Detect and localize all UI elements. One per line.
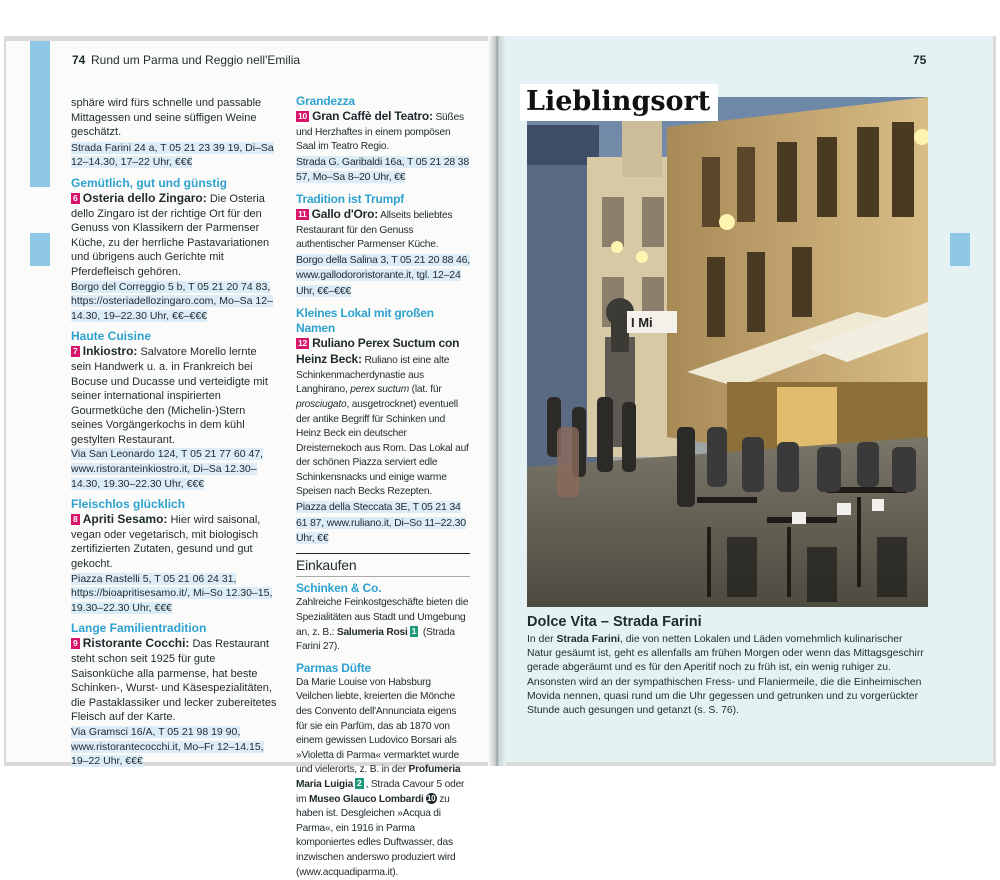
entry-info: Via Gramsci 16/A, T 05 21 98 19 90, www.ristorantecocchi.it, Mo–Fr 12–14.15, 19–22 Uhr, €€€ [71, 725, 264, 768]
museum-marker: 10 [426, 793, 436, 803]
entry-text: Ruliano ist eine alte Schinkenmacherdynastie aus Langhirano, [296, 355, 450, 396]
heading-parmas-duefte: Parmas Düfte [296, 660, 371, 675]
restaurant-name: Inkiostro: [82, 344, 138, 359]
heading-familientradition: Lange Familientradition [71, 621, 207, 636]
heading-fleischlos: Fleischlos glücklich [71, 497, 186, 512]
page-number-right: 75 [913, 53, 927, 67]
entry-text: (lat. für [409, 384, 442, 396]
shop-marker-2: 2 [357, 777, 362, 788]
marker-12: 12 [298, 337, 308, 348]
caption-bold: Strada Farini [556, 634, 620, 645]
entry-info: Piazza della Steccata 3E, T 05 21 34 61 87, www.ruliano.it, Di–So 11–22.30 Uhr, €€ [296, 501, 466, 545]
entry-text-italic: prosciugato [296, 398, 347, 410]
restaurant-name: Gallo d'Oro: [311, 206, 379, 221]
entry-text-italic: perex suctum [350, 384, 409, 396]
restaurant-name: Ruliano Perex Suctum con Heinz Beck: [296, 335, 460, 367]
heading-schinken: Schinken & Co. [296, 581, 382, 596]
intro-info: Strada Farini 24 a, T 05 21 23 39 19, Di–Sa 12–14.30, 17–22 Uhr, €€€ [71, 141, 274, 169]
heading-gemuetlich: Gemütlich, gut und günstig [71, 175, 227, 190]
heading-grandezza: Grandezza [296, 94, 355, 108]
shop-sign: I Mi [631, 315, 653, 330]
caption-text [527, 633, 929, 718]
street-cafe-photo [527, 97, 928, 607]
shop-text: (Strada Farini 27). [296, 626, 455, 653]
page-tab-right [950, 233, 970, 266]
entry-text: , ausgetrocknet) eventuell der antike Begriff für Schinken und Heinz Beck ein deutscher Dreisternekoch aus Rom. Das Lokal auf der schönen Piazza serviert edle Schinkensnacks und einige warme Speisen nach Becks Rezepten. [296, 398, 469, 498]
section-einkaufen: Einkaufen [296, 553, 470, 578]
entry-text: Allseits beliebtes Restaurant für den Genuss authentischer Parmenser Küche. [296, 209, 453, 251]
page-tab-top [30, 41, 50, 187]
entry-info: Strada G. Garibaldi 16a, T 05 21 28 38 57, Mo–Sa 8–20 Uhr, €€ [296, 155, 469, 184]
restaurant-name: Ristorante Cocchi: [82, 636, 190, 651]
marker-9: 9 [73, 638, 78, 649]
photo-illustration [527, 97, 928, 607]
marker-6: 6 [73, 192, 78, 203]
marker-8: 8 [73, 514, 78, 525]
running-title: Rund um Parma und Reggio nell'Emilia [91, 53, 301, 67]
caption-title: Dolce Vita – Strada Farini [527, 614, 702, 630]
shop-text: Da Marie Louise von Habsburg Veilchen liebte, kreierten die Mönche des Convento dell'Annunciata eigens für sie ein Parfüm, das ab 1870 von einem gewissen Ludovico Borsari als »Violetta di Parma« vermarktet wurde und vielerorts, z. B. in der [296, 676, 460, 776]
entry-info: Via San Leonardo 124, T 05 21 77 60 47, www.ristoranteinkiostro.it, Di–Sa 12.30–14.30, 19.30–22.30 Uhr, €€€ [71, 448, 264, 490]
page-tab-marker [30, 233, 50, 266]
entry-info: Piazza Rastelli 5, T 05 21 06 24 31, https://bioapritisesamo.it/, Mi–So 12.30–15, 19.30–22.30 Uhr, €€€ [71, 572, 273, 614]
heading-haute-cuisine: Haute Cuisine [71, 329, 152, 344]
heading-kleines-lokal: Kleines Lokal mit großen Namen [296, 305, 434, 335]
entry-text: Süßes und Herzhaftes in einem pompösen Saal im Teatro Regio. [296, 112, 464, 153]
marker-10: 10 [298, 111, 308, 121]
shop-marker-1: 1 [411, 625, 417, 636]
shop-name: Profumeria Maria Luigia [296, 764, 461, 790]
heading-tradition: Tradition ist Trumpf [296, 191, 405, 206]
shop-name: Salumeria Rosi [336, 626, 408, 638]
entry-text: Das Restaurant steht schon seit 1925 für gute Saisonküche alla parmense, hat beste Schinken-, Wurst- und Käsespezialitäten, die Pastaklassiker und lecker zubereitetes Fleisch auf der Karte. [71, 638, 277, 724]
shop-text: zu haben ist. Desgleichen »Acqua di Parma«, ein 1916 in Parma komponiertes edles Duftwasser, das inzwischen anderswo produziert wird (www.acquadiparma.it). [296, 793, 456, 878]
shop-text: Zahlreiche Feinkostgeschäfte bieten die Spezialitäten aus Stadt und Umgebung an, z. B.: [296, 597, 469, 638]
caption-part: , die von netten Lokalen und Läden vornehmlich kulinarischer Natur gesäumt ist, geht es allenfalls am frühen Morgen oder wenn das Mittagsgeschirr gerade abgeräumt und es für den Aperitif noch zu früh ist, ein wenig ruhiger zu. Ansonsten wird an der sympathischen Fress- und Flaniermeile, die die Einheimischen Movida nennen, quasi rund um die Uhr gegessen und getrunken und zu vorgerückter Stunde auch gesungen und getanzt (s. S. 76). [527, 634, 924, 717]
book-gutter [488, 36, 506, 766]
caption-part: In der [527, 634, 557, 645]
restaurant-name: Osteria dello Zingaro: [82, 190, 207, 205]
shop-text: , Strada Cavour 5 oder im [296, 778, 465, 805]
page-number-left: 74 [72, 53, 86, 67]
entry-text: Die Osteria dello Zingaro ist der richtige Ort für den Genuss von Klassikern der Parmenser Küche, zu der herrliche Pastavariationen und übrigens auch Gerichte mit Pferdefleisch gehören. [71, 192, 270, 278]
entry-text: Hier wird saisonal, vegan oder vegetarisch, mit biologisch zertifizierten Zutaten, gesund und gut gekocht. [71, 514, 261, 571]
lieblingsort-label: Lieblingsort [520, 84, 718, 121]
restaurant-name: Gran Caffè del Teatro: [312, 109, 433, 123]
right-column [296, 94, 470, 880]
marker-11: 11 [298, 208, 307, 219]
marker-7: 7 [73, 346, 78, 357]
entry-text: Salvatore Morello lernte sein Handwerk u. a. in Frankreich bei Bocuse und Ducasse und verteidigte mit seiner international inspirierten Gourmetküche den (Michelin-)Stern seines Vorgängerkochs in dem kühl gestylten Restaurant. [71, 346, 268, 446]
entry-info: Borgo del Correggio 5 b, T 05 21 20 74 83, https://osteriadellozingaro.com, Mo–Sa 12–14.30, 19–22.30 Uhr, €€–€€€ [71, 280, 273, 322]
intro-text: sphäre wird fürs schnelle und passable Mittagessen und seine süffigen Weine geschätzt. [71, 97, 262, 139]
museum-name: Museo Glauco Lombardi [308, 793, 424, 805]
restaurant-name: Apriti Sesamo: [82, 512, 168, 527]
entry-info: Borgo della Salina 3, T 05 21 20 88 46, www.gallodororistorante.it, tgl. 12–24 Uhr, €€–€€€ [296, 253, 470, 297]
left-column [71, 96, 279, 769]
